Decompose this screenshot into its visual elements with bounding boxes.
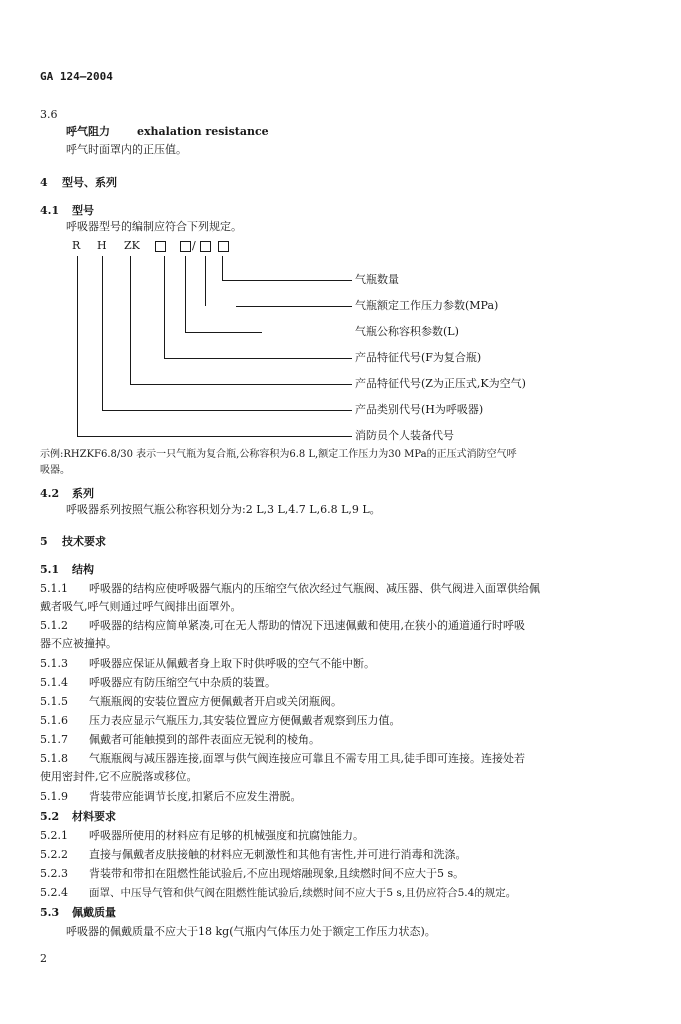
code-slash: / [192, 239, 196, 252]
section-4-title: 型号、系列 [62, 176, 117, 189]
connector-line [77, 256, 78, 436]
clause-text: 直接与佩戴者皮肤接触的材料应无刺激性和其他有害性,并可进行消毒和洗涤。 [89, 848, 467, 861]
example-line-1: 示例:RHZKF6.8/30 表示一只气瓶为复合瓶,公称容积为6.8 L,额定工作压力为30 MPa的正压式消防空气呼 [40, 449, 517, 460]
section-5-number: 5 [40, 535, 48, 548]
section-5-title: 技术要求 [62, 535, 106, 548]
label-cylinder-count: 气瓶数量 [355, 273, 399, 286]
leader-line [236, 306, 352, 307]
connector-line [164, 256, 165, 358]
section-5-3-text: 呼吸器的佩戴质量不应大于18 kg(气瓶内气体压力处于额定工作压力状态)。 [66, 925, 436, 938]
clause-number: 5.1.2 [40, 619, 68, 632]
code-letter-r: R [72, 239, 81, 252]
clause-text: 压力表应显示气瓶压力,其安装位置应方便佩戴者观察到压力值。 [89, 714, 401, 727]
code-box-pressure [200, 241, 211, 252]
leader-line [102, 410, 352, 411]
section-4-2-text: 呼吸器系列按照气瓶公称容积划分为:2 L,3 L,4.7 L,6.8 L,9 L。 [66, 503, 381, 516]
leader-line [77, 436, 352, 437]
clause-number: 5.1.3 [40, 657, 68, 670]
leader-line [222, 280, 352, 281]
label-equipment-code: 消防员个人装备代号 [355, 429, 454, 442]
clause-number: 5.1.8 [40, 752, 68, 765]
section-5-1-number: 5.1 [40, 563, 60, 576]
connector-line [205, 256, 206, 306]
section-4-2-number: 4.2 [40, 487, 60, 500]
clause-number: 5.2.2 [40, 848, 68, 861]
clause-text: 呼吸器应有防压缩空气中杂质的装置。 [89, 676, 276, 689]
section-4-1-number: 4.1 [40, 204, 60, 217]
section-5-1-title: 结构 [72, 563, 94, 576]
section-5-2-number: 5.2 [40, 810, 60, 823]
clause-text: 气瓶瓶阀的安装位置应方便佩戴者开启或关闭瓶阀。 [89, 695, 342, 708]
leader-line [185, 332, 262, 333]
connector-line [222, 256, 223, 280]
section-4-1-intro: 呼吸器型号的编制应符合下列规定。 [66, 220, 242, 233]
connector-line [185, 256, 186, 332]
connector-line [130, 256, 131, 384]
term-definition: 呼气时面罩内的正压值。 [66, 143, 187, 156]
document-header: GA 124—2004 [40, 70, 113, 83]
clause-text: 背装带和带扣在阻燃性能试验后,不应出现熔融现象,且续燃时间不应大于5 s。 [89, 867, 465, 880]
clause-text: 呼吸器的结构应简单紧凑,可在无人帮助的情况下迅速佩戴和使用,在狭小的通道通行时呼吸 [89, 619, 525, 632]
code-box-feature [155, 241, 166, 252]
clause-text: 面罩、中压导气管和供气阀在阻燃性能试验后,续燃时间不应大于5 s,且仍应符合5.4的规定。 [89, 887, 517, 899]
clause-number: 5.1.9 [40, 790, 68, 803]
clause-text: 呼吸器的结构应使呼吸器气瓶内的压缩空气依次经过气瓶阀、减压器、供气阀进入面罩供给佩 [89, 582, 540, 595]
clause-text: 呼吸器应保证从佩戴者身上取下时供呼吸的空气不能中断。 [89, 657, 375, 670]
clause-number: 5.2.1 [40, 829, 68, 842]
section-4-1-title: 型号 [72, 204, 94, 217]
clause-text: 背装带应能调节长度,扣紧后不应发生滑脱。 [89, 790, 302, 803]
clause-number: 5.2.3 [40, 867, 68, 880]
label-feature-code-zk: 产品特征代号(Z为正压式,K为空气) [355, 377, 526, 390]
code-box-volume [180, 241, 191, 252]
clause-text: 使用密封件,它不应脱落或移位。 [40, 770, 198, 783]
section-5-2-title: 材料要求 [72, 810, 116, 823]
clause-text: 气瓶瓶阀与减压器连接,面罩与供气阀连接应可靠且不需专用工具,徒手即可连接。连接处若 [89, 752, 525, 765]
connector-line [102, 256, 103, 410]
code-box-count [218, 241, 229, 252]
section-4-2-title: 系列 [72, 487, 94, 500]
label-rated-pressure: 气瓶额定工作压力参数(MPa) [355, 299, 499, 312]
term-chinese: 呼气阻力 [66, 125, 110, 138]
label-feature-code-f: 产品特征代号(F为复合瓶) [355, 351, 482, 364]
clause-number: 5.1.5 [40, 695, 68, 708]
clause-text: 佩戴者可能触摸到的部件表面应无锐利的棱角。 [89, 733, 320, 746]
section-3-6-number: 3.6 [40, 108, 58, 121]
clause-text: 呼吸器所使用的材料应有足够的机械强度和抗腐蚀能力。 [89, 829, 364, 842]
term-english: exhalation resistance [137, 125, 269, 138]
section-5-3-number: 5.3 [40, 906, 60, 919]
clause-number: 5.1.7 [40, 733, 68, 746]
clause-number: 5.1.1 [40, 582, 68, 595]
section-4-number: 4 [40, 176, 48, 189]
label-category-code: 产品类别代号(H为呼吸器) [355, 403, 484, 416]
clause-number: 5.1.4 [40, 676, 68, 689]
clause-text: 戴者吸气,呼气则通过呼气阀排出面罩外。 [40, 600, 242, 613]
clause-text: 器不应被撞掉。 [40, 637, 117, 650]
clause-number: 5.2.4 [40, 886, 68, 899]
example-line-2: 吸器。 [40, 465, 70, 476]
leader-line [164, 358, 352, 359]
code-letter-h: H [97, 239, 107, 252]
code-letters-zk: ZK [124, 239, 140, 252]
label-nominal-volume: 气瓶公称容积参数(L) [355, 325, 459, 338]
section-5-3-title: 佩戴质量 [72, 906, 116, 919]
page-number: 2 [40, 952, 47, 965]
clause-number: 5.1.6 [40, 714, 68, 727]
leader-line [130, 384, 352, 385]
